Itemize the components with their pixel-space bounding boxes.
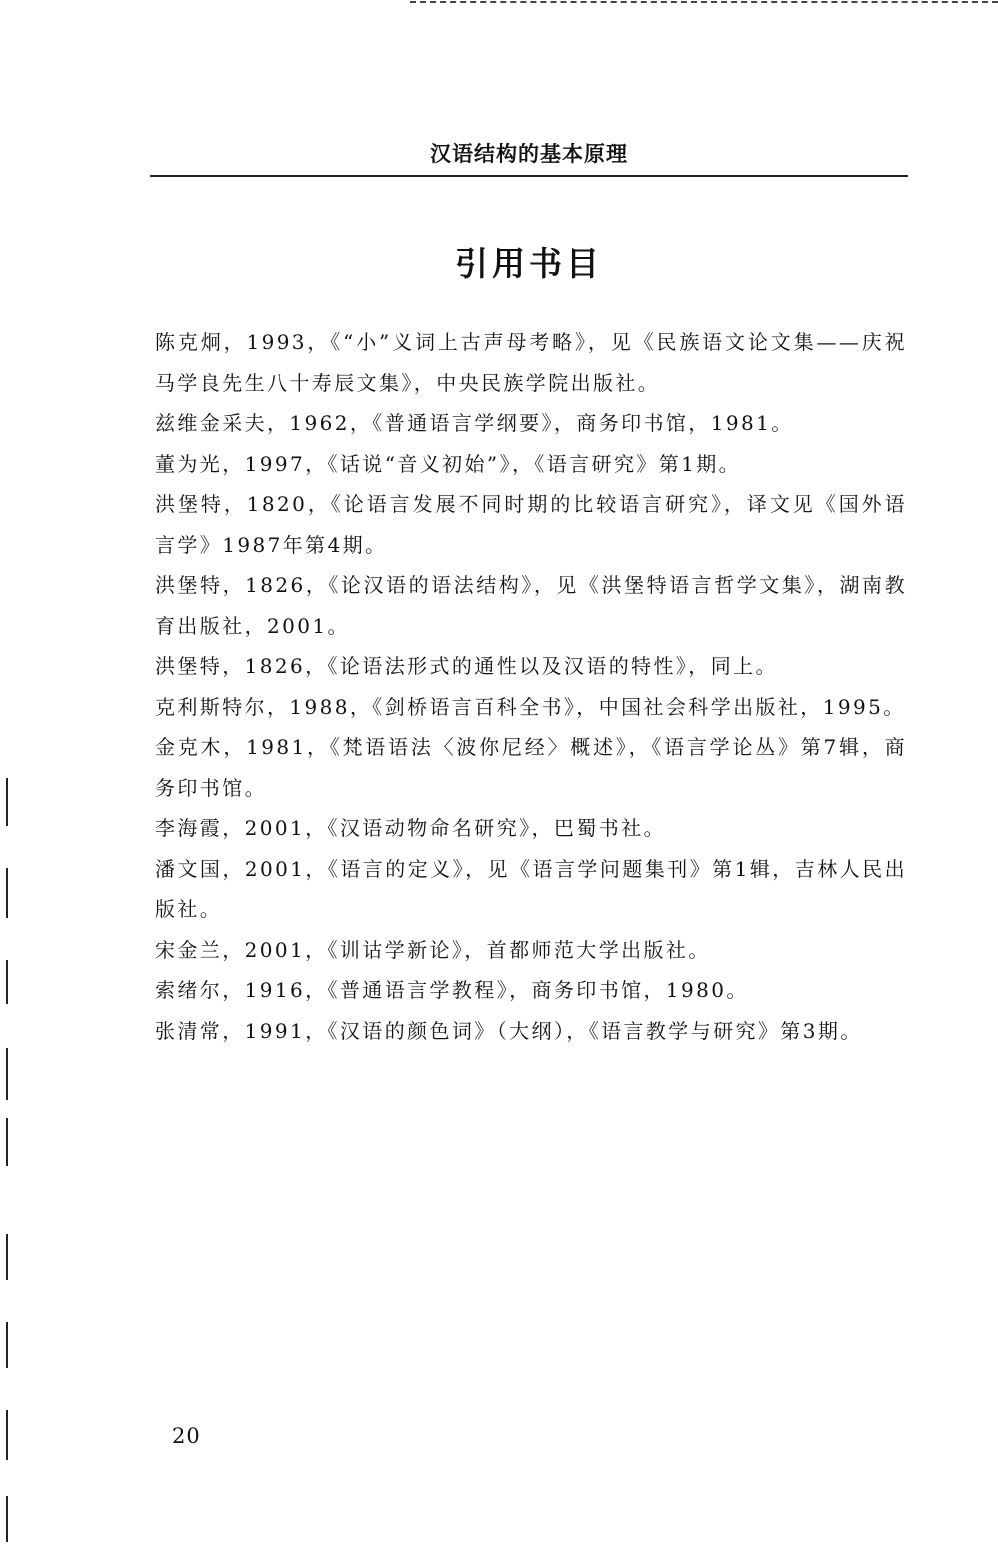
reference-item: 潘文国，2001，《语言的定义》，见《语言学问题集刊》第1辑，吉林人民出版社。 [155,856,907,921]
reference-item: 洪堡特，1826，《论汉语的语法结构》，见《洪堡特语言哲学文集》，湖南教育出版社，2001。 [155,573,907,638]
margin-scan-mark [6,1496,8,1542]
reference-item: 洪堡特，1826，《论语法形式的通性以及汉语的特性》，同上。 [155,654,778,678]
header-rule [150,175,908,177]
reference-item: 兹维金采夫，1962，《普通语言学纲要》，商务印书馆，1981。 [155,411,794,435]
reference-item: 张清常，1991，《汉语的颜色词》（大纲），《语言教学与研究》第3期。 [155,1018,863,1043]
page-number: 20 [172,1424,201,1448]
reference-item: 洪堡特，1820，《论语言发展不同时期的比较语言研究》，译文见《国外语言学》1987年第4期。 [155,492,907,557]
reference-item: 金克木，1981，《梵语语法〈波你尼经〉概述》，《语言学论丛》第7辑，商务印书馆。 [155,735,907,800]
margin-scan-mark [6,1322,8,1368]
margin-scan-mark [6,1118,8,1166]
reference-item: 宋金兰，2001，《训诂学新论》，首都师范大学出版社。 [155,937,711,962]
reference-item: 董为光，1997，《话说“音义初始”》，《语言研究》第1期。 [155,451,742,476]
reference-item: 索绪尔，1916，《普通语言学教程》，商务印书馆，1980。 [155,978,749,1002]
reference-item: 李海霞，2001，《汉语动物命名研究》，巴蜀书社。 [155,816,666,840]
margin-scan-mark [6,778,8,826]
margin-scan-mark [6,1048,8,1100]
reference-list [155,322,907,1051]
reference-item: 克利斯特尔，1988，《剑桥语言百科全书》，中国社会科学出版社，1995。 [155,694,906,719]
margin-scan-mark [6,1410,8,1460]
chapter-title: 引用书目 [455,244,603,283]
margin-scan-mark [6,868,8,918]
margin-scan-mark [6,1234,8,1280]
running-header-title: 汉语结构的基本原理 [430,142,628,166]
reference-item: 陈克炯，1993，《“小”义词上古声母考略》，见《民族语文论文集——庆祝马学良先生八十寿辰文集》，中央民族学院出版社。 [155,330,907,395]
top-edge-rule [410,1,998,3]
margin-scan-mark [6,960,8,1004]
